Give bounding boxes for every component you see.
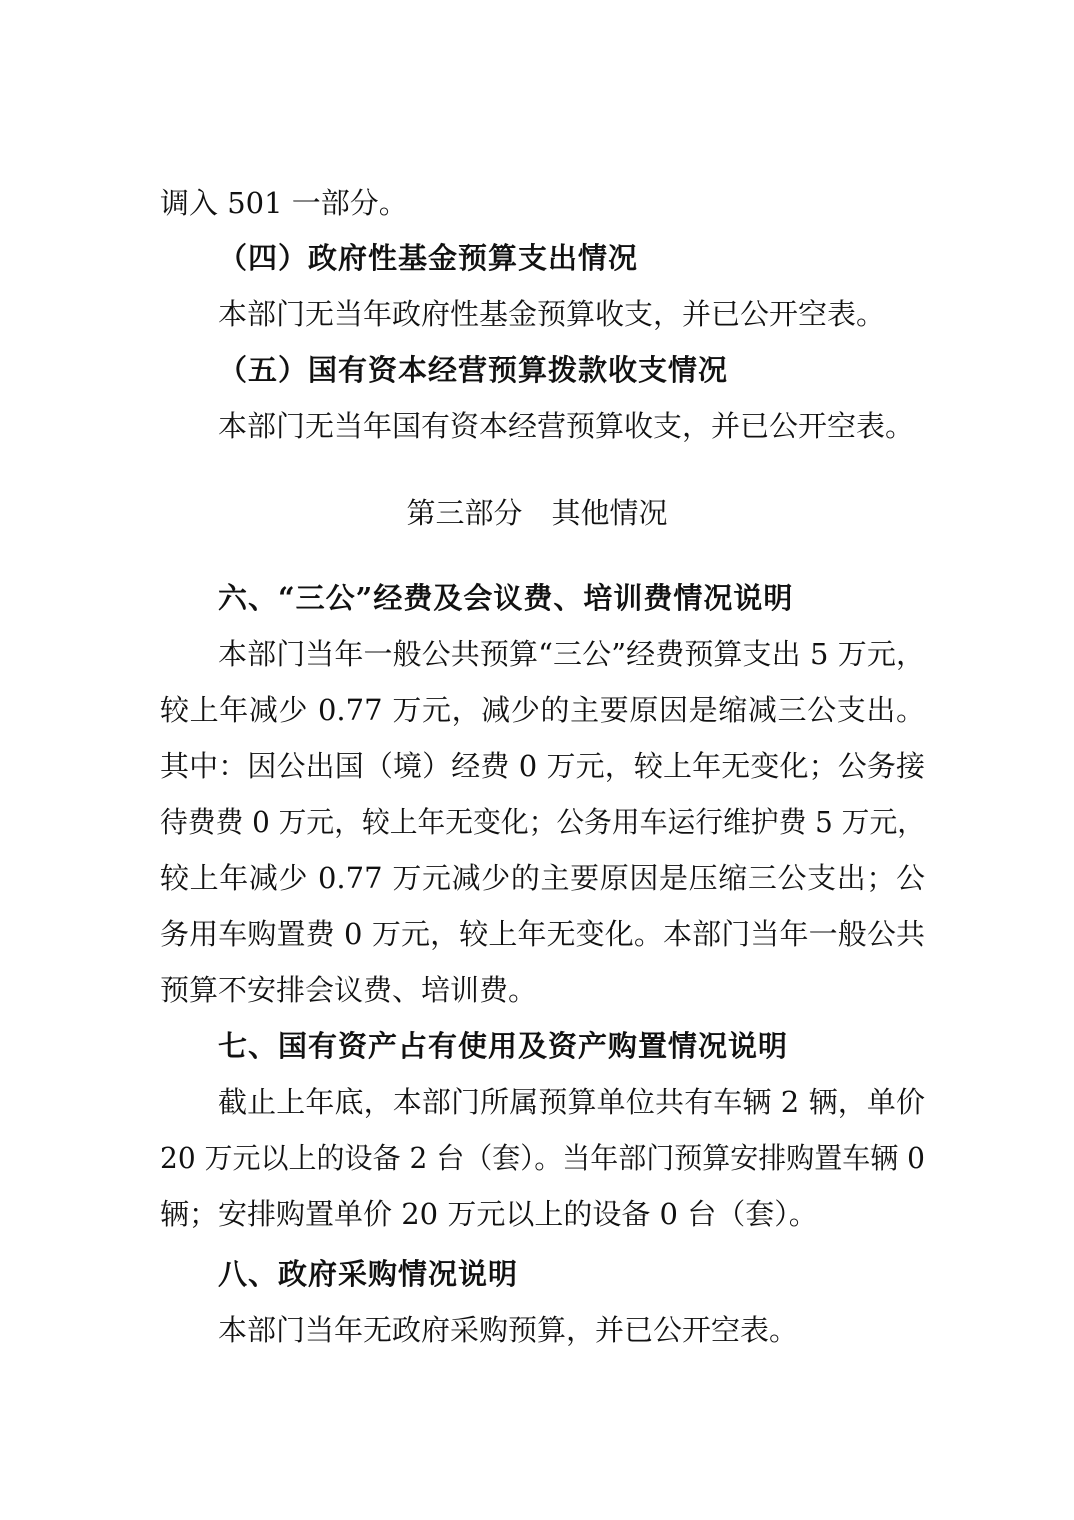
part-title: 第三部分 其他情况 (406, 496, 668, 530)
text-line: 调入 501 一部分。 (160, 186, 408, 220)
paragraph-7-line: 20 万元以上的设备 2 台（套）。当年部门预算安排购置车辆 0 (160, 1141, 925, 1175)
paragraph-6-line: 务用车购置费 0 万元，较上年无变化。本部门当年一般公共 (160, 917, 925, 951)
section-heading-7: 七、国有资产占有使用及资产购置情况说明 (218, 1029, 789, 1063)
section-heading-8: 八、政府采购情况说明 (218, 1257, 519, 1291)
paragraph-6-line: 较上年减少 0.77 万元减少的主要原因是压缩三公支出；公 (160, 861, 925, 895)
paragraph-6-line: 预算不安排会议费、培训费。 (160, 973, 538, 1007)
paragraph-6-line: 本部门当年一般公共预算“三公”经费预算支出 5 万元， (218, 637, 925, 671)
paragraph-4: 本部门无当年政府性基金预算收支，并已公开空表。 (218, 297, 886, 331)
paragraph-7-line: 辆；安排购置单价 20 万元以上的设备 0 台（套）。 (160, 1197, 818, 1231)
paragraph-7-line: 截止上年底，本部门所属预算单位共有车辆 2 辆，单价 (218, 1085, 925, 1119)
paragraph-6-line: 其中：因公出国（境）经费 0 万元，较上年无变化；公务接 (160, 749, 925, 783)
section-heading-5: （五）国有资本经营预算拨款收支情况 (218, 353, 729, 387)
paragraph-8: 本部门当年无政府采购预算，并已公开空表。 (218, 1313, 799, 1347)
paragraph-5: 本部门无当年国有资本经营预算收支，并已公开空表。 (218, 409, 915, 443)
section-heading-4: （四）政府性基金预算支出情况 (218, 241, 639, 275)
section-heading-6: 六、“三公”经费及会议费、培训费情况说明 (218, 581, 794, 615)
paragraph-6-line: 较上年减少 0.77 万元，减少的主要原因是缩减三公支出。 (160, 693, 925, 727)
paragraph-6-line: 待费费 0 万元，较上年无变化；公务用车运行维护费 5 万元， (160, 805, 925, 839)
